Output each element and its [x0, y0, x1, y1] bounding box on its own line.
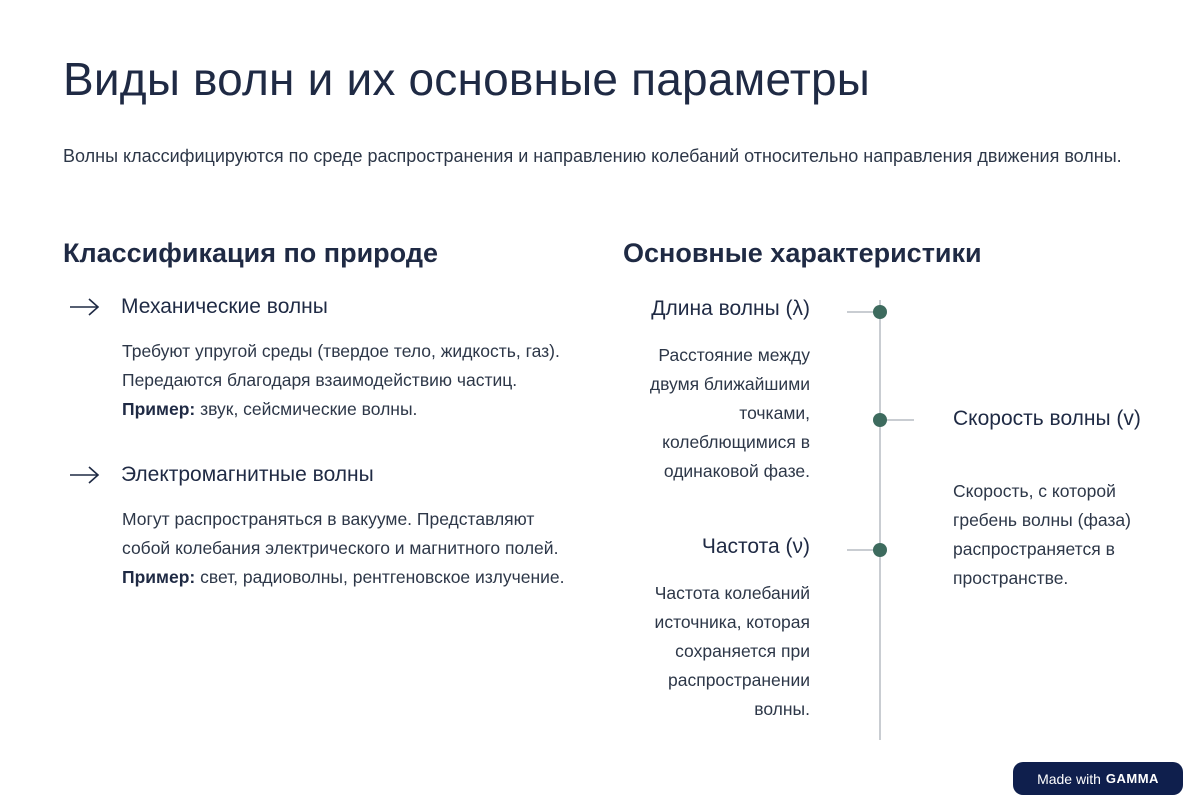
item-description: Могут распространяться в вакууме. Представляют собой колебания электрического и магнитного полей. Пример: свет, радиоволны, рентгеновское излучение.	[122, 509, 565, 587]
arrow-right-icon	[69, 297, 101, 317]
item-title: Механические волны	[121, 295, 328, 318]
classification-heading: Классификация по природе	[63, 238, 438, 268]
characteristic-frequency-text: Частота колебаний источника, которая сохраняется при распространении волны.	[654, 583, 810, 719]
characteristics-heading: Основные характеристики	[623, 238, 982, 268]
page-title: Виды волн и их основные параметры	[63, 53, 871, 105]
item-header	[63, 458, 583, 492]
timeline-dot	[873, 305, 887, 319]
classification-item-mechanical	[63, 290, 583, 424]
example-text: звук, сейсмические волны.	[200, 399, 418, 419]
item-description: Требуют упругой среды (твердое тело, жидкость, газ). Передаются благодаря взаимодействию частиц. Пример: звук, сейсмические волны.	[122, 341, 560, 419]
page-subtitle: Волны классифицируются по среде распространения и направлению колебаний относительно направления движения волны.	[63, 146, 1122, 166]
characteristic-wavelength-title: Длина волны (λ)	[651, 297, 810, 320]
timeline-line	[879, 300, 881, 740]
example-text: свет, радиоволны, рентгеновское излучение.	[200, 567, 565, 587]
item-title: Электромагнитные волны	[121, 463, 374, 486]
characteristic-speed-title: Скорость волны (v)	[953, 407, 1141, 430]
timeline-dot	[873, 413, 887, 427]
example-label: Пример:	[122, 399, 196, 419]
arrow-right-icon	[69, 465, 101, 485]
gamma-logo: GAMMA	[1105, 771, 1159, 786]
timeline-dot	[873, 543, 887, 557]
characteristic-speed-text: Скорость, с которой гребень волны (фаза) распространяется в пространстве.	[953, 481, 1131, 588]
characteristic-frequency-title: Частота (ν)	[701, 535, 810, 558]
characteristic-wavelength-text: Расстояние между двумя ближайшими точками, колеблющимися в одинаковой фазе.	[649, 345, 810, 481]
classification-item-electromagnetic	[63, 458, 583, 592]
badge-prefix: Made with	[1037, 770, 1101, 787]
item-header	[63, 290, 583, 324]
example-label: Пример:	[122, 567, 196, 587]
made-with-gamma-badge[interactable]	[1013, 762, 1183, 795]
